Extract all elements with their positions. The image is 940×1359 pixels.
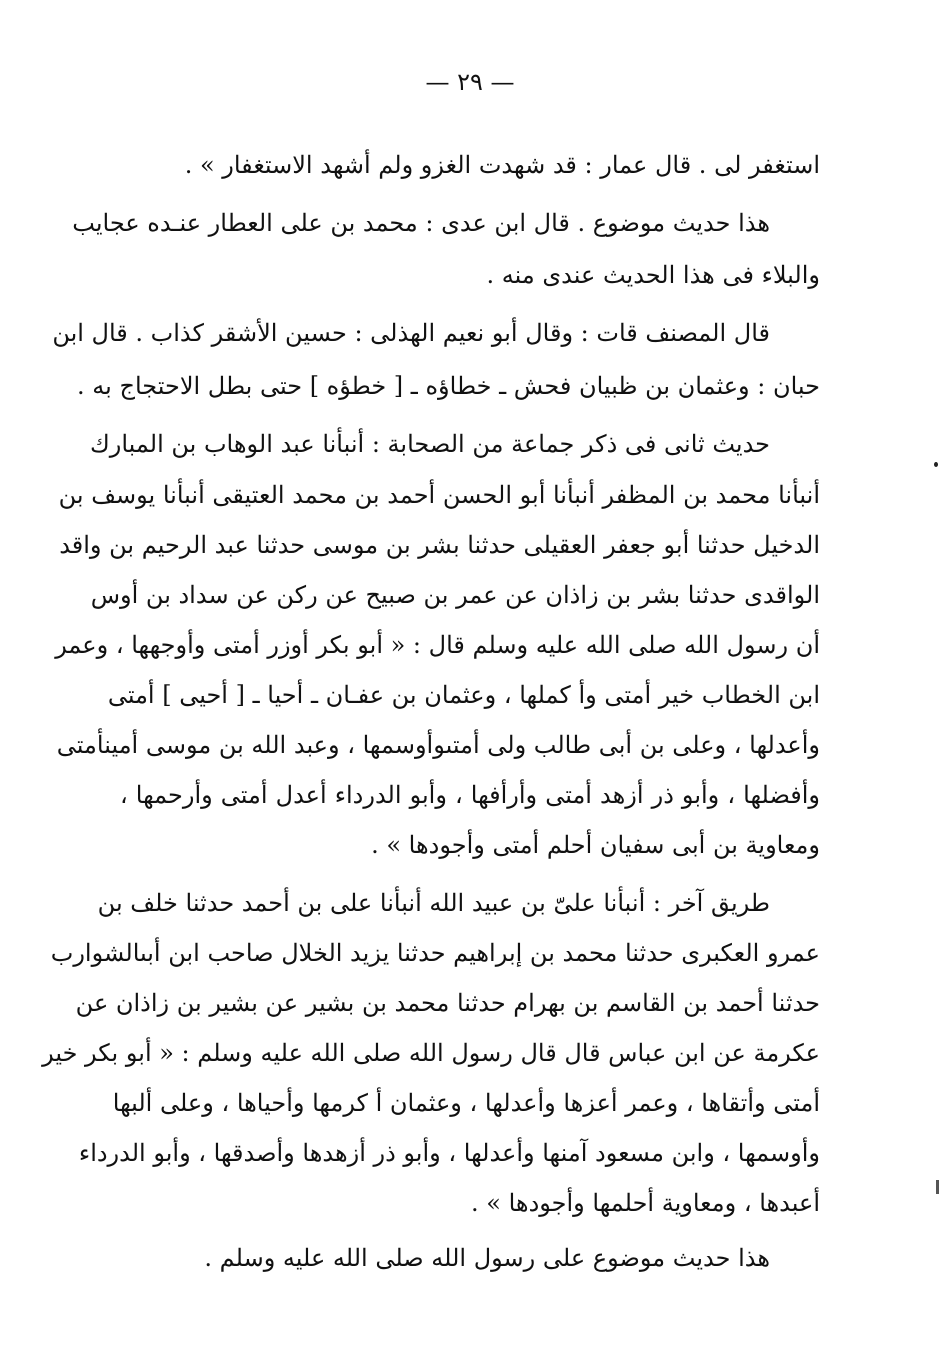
text-line: أمتى وأتقاها ، وعمر أعزها وأعدلها ، وعثمان أ كرمها وأحياها ، وعلى ألبها	[112, 1089, 820, 1117]
text-line: عمرو العكبرى حدثنا محمد بن إبراهيم حدثنا يزيد الخلال صاحب ابن أبىالشوارب	[50, 939, 820, 967]
text-line: قال المصنف قات : وقال أبو نعيم الهذلى : حسين الأشقر كذاب . قال ابن	[52, 319, 770, 347]
page-number: — ٢٩ —	[425, 68, 515, 96]
text-line: أنبأنا محمد بن المظفر أنبأنا أبو الحسن أحمد بن محمد العتيقى أنبأنا يوسف بن	[58, 481, 820, 509]
text-line: أعبدها ، ومعاوية أحلمها وأجودها » .	[471, 1189, 820, 1217]
text-line: وأوسمها ، وابن مسعود آمنها وأعدلها ، وأبو ذر أزهدها وأصدقها ، وأبو الدرداء	[78, 1139, 820, 1167]
text-line: استغفر لى . قال عمار : قد شهدت الغزو ولم أشهد الاستغفار » .	[184, 151, 820, 179]
text-line: حبان : وعثمان بن ظبيان فحش ـ خطاؤه ـ [ خطؤه ] حتى بطل الاحتجاج به .	[77, 372, 820, 400]
text-line: طريق آخر : أنبأنا علىّ بن عبيد الله أنبأنا على بن أحمد حدثنا خلف بن	[97, 889, 770, 917]
text-line: وأعدلها ، وعلى بن أبى طالب ولى أمتىوأوسمها ، وعبد الله بن موسى أمينأمتى	[56, 731, 820, 759]
margin-edge-mark	[936, 1180, 939, 1194]
text-line: عكرمة عن ابن عباس قال قال رسول الله صلى الله عليه وسلم : « أبو بكر خير	[42, 1039, 820, 1067]
text-line: الواقدى حدثنا بشر بن زاذان عن عمر بن صبيح عن ركن عن سداد بن أوس	[90, 581, 820, 609]
text-line: هذا حديث موضوع على رسول الله صلى الله عليه وسلم .	[204, 1244, 770, 1272]
text-line: أن رسول الله صلى الله عليه وسلم قال : « أبو بكر أوزر أمتى وأوجهها ، وعمر	[55, 631, 820, 659]
text-line: ابن الخطاب خير أمتى وأ كملها ، وعثمان بن عفـان ـ أحيا ـ [ أحيى ] أمتى	[107, 681, 820, 709]
text-line: حدثنا أحمد بن القاسم بن بهرام حدثنا محمد بن بشير عن بشير بن زاذان عن	[75, 989, 820, 1017]
margin-dot	[934, 462, 938, 467]
body-text	[42, 0, 821, 1359]
text-line: هذا حديث موضوع . قال ابن عدى : محمد بن على العطار عنـده عجايب	[72, 209, 770, 237]
text-line: الدخيل حدثنا أبو جعفر العقيلى حدثنا بشر بن موسى حدثنا عبد الرحيم بن واقد	[59, 531, 820, 559]
text-line: حديث ثانى فى ذكر جماعة من الصحابة : أنبأنا عبد الوهاب بن المبارك	[89, 430, 770, 458]
text-line: ومعاوية بن أبى سفيان أحلم أمتى وأجودها » .	[371, 831, 820, 859]
text-line: والبلاء فى هذا الحديث عندى منه .	[486, 261, 820, 289]
text-line: وأفضلها ، وأبو ذر أزهد أمتى وأرأفها ، وأبو الدرداء أعدل أمتى وأرحمها ،	[120, 781, 821, 809]
